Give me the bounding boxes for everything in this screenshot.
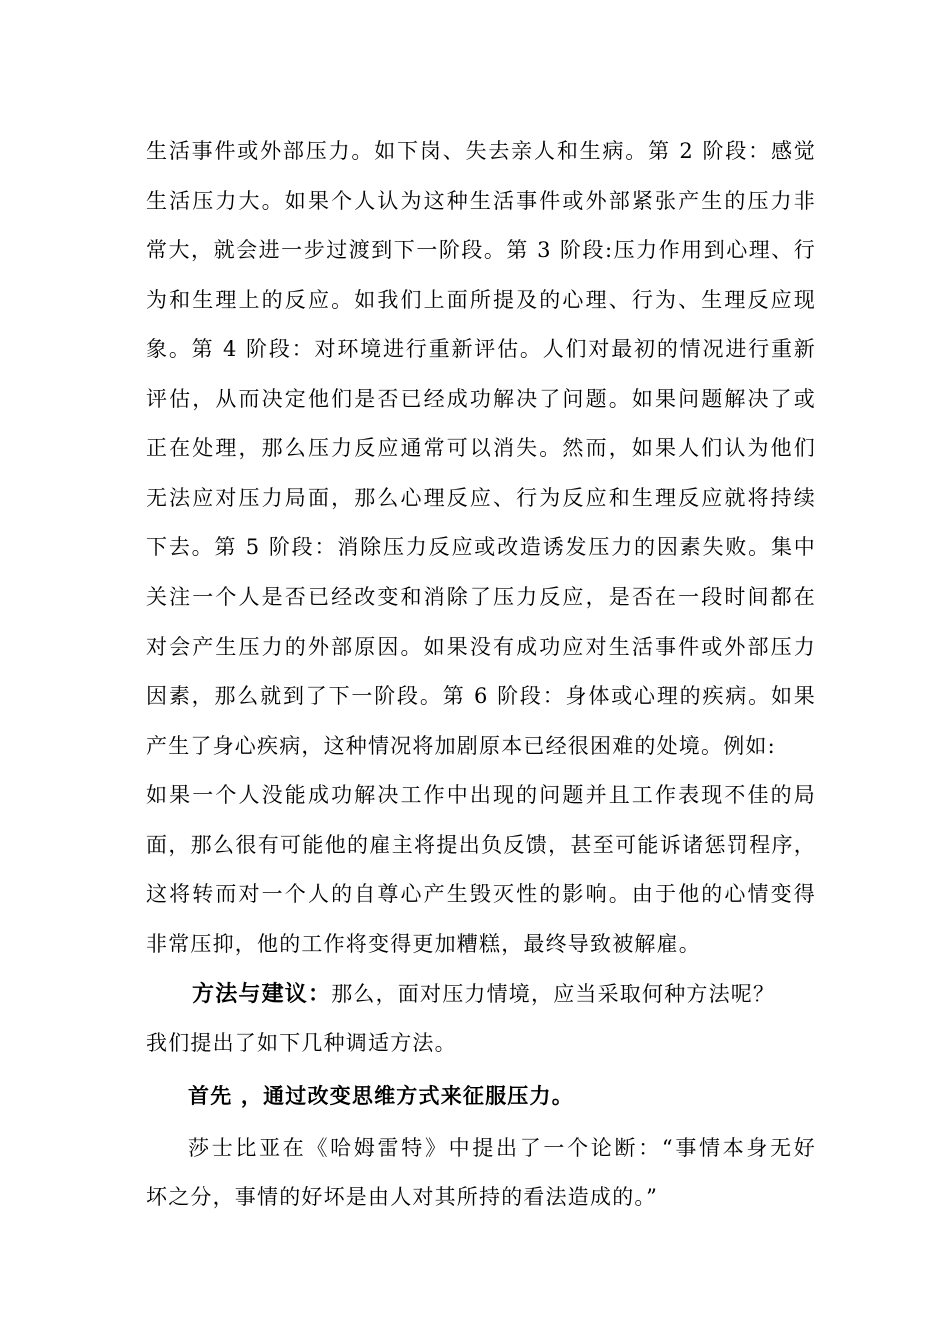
methods-paragraph-line: 我们提出了如下几种调适方法。 bbox=[146, 1031, 457, 1055]
body-text-line: 因素，那么就到了下一阶段。第 6 阶段：身体或心理的疾病。如果 bbox=[146, 684, 816, 708]
body-text-line: 下去。第 5 阶段：消除压力反应或改造诱发压力的因素失败。集中 bbox=[146, 535, 816, 559]
body-text-line: 对会产生压力的外部原因。如果没有成功应对生活事件或外部压力 bbox=[146, 635, 816, 659]
body-text-line: 产生了身心疾病，这种情况将加剧原本已经很困难的处境。例如: bbox=[146, 734, 776, 758]
body-text-line: 这将转而对一个人的自尊心产生毁灭性的影响。由于他的心情变得 bbox=[146, 882, 816, 906]
body-text-line: 为和生理上的反应。如我们上面所提及的心理、行为、生理反应现 bbox=[146, 288, 816, 312]
quote-paragraph-line: 莎士比亚在《哈姆雷特》中提出了一个论断：“事情本身无好 bbox=[188, 1136, 816, 1160]
body-text-line: 如果一个人没能成功解决工作中出现的问题并且工作表现不佳的局 bbox=[146, 783, 816, 807]
methods-heading: 方法与建议： bbox=[192, 982, 332, 1007]
first-method-title: 首先 ，通过改变思维方式来征服压力。 bbox=[188, 1083, 574, 1108]
quote-paragraph-line: 坏之分，事情的好坏是由人对其所持的看法造成的。” bbox=[146, 1185, 659, 1209]
body-text-line: 象。第 4 阶段：对环境进行重新评估。人们对最初的情况进行重新 bbox=[146, 337, 816, 361]
body-text-line: 生活事件或外部压力。如下岗、失去亲人和生病。第 2 阶段：感觉 bbox=[146, 139, 816, 163]
methods-paragraph-line bbox=[146, 979, 816, 1010]
body-text-line: 面，那么很有可能他的雇主将提出负反馈，甚至可能诉诸惩罚程序， bbox=[146, 833, 816, 857]
body-text-line: 常大，就会进一步过渡到下一阶段。第 3 阶段:压力作用到心理、行 bbox=[146, 238, 816, 262]
body-text-line: 无法应对压力局面，那么心理反应、行为反应和生理反应就将持续 bbox=[146, 486, 816, 510]
body-text-line: 关注一个人是否已经改变和消除了压力反应，是否在一段时间都在 bbox=[146, 585, 816, 609]
body-text-line: 正在处理，那么压力反应通常可以消失。然而，如果人们认为他们 bbox=[146, 436, 816, 460]
methods-intro-text: 那么，面对压力情境，应当采取何种方法呢？ bbox=[331, 982, 776, 1006]
body-text-line: 生活压力大。如果个人认为这种生活事件或外部紧张产生的压力非 bbox=[146, 189, 816, 213]
body-text-line: 评估，从而决定他们是否已经成功解决了问题。如果问题解决了或 bbox=[146, 387, 816, 411]
body-text-line: 非常压抑，他的工作将变得更加糟糕，最终导致被解雇。 bbox=[146, 932, 701, 956]
